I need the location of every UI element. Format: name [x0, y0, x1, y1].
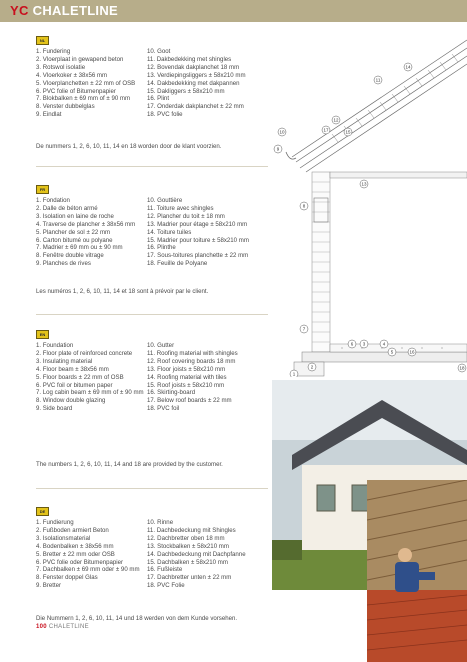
callout-label: 11	[375, 77, 381, 83]
legend-item: 12. Dachbretter oben 18 mm	[147, 534, 225, 542]
legend-item: 12. Bovendak dakplanchet 18 mm	[147, 63, 240, 71]
legend-item: 3. Insulating material	[36, 357, 93, 365]
legend-item: 8. Venster dubbelglas	[36, 103, 95, 111]
legend-item: 6. PVC foil or bitumen paper	[36, 381, 113, 389]
callout-marker	[300, 325, 308, 333]
legend-item: 8. Fenster doppel Glas	[36, 574, 98, 582]
callout-label: 6	[350, 341, 354, 347]
callout-marker	[374, 76, 382, 84]
legend-item: 14. Roofing material with tiles	[147, 373, 227, 381]
client-note-fr: Les numéros 1, 2, 6, 10, 11, 14 et 18 sont à prévoir par le client.	[36, 288, 209, 295]
callout-label: 17	[323, 127, 329, 133]
legend-item: 16. Plint	[147, 95, 170, 103]
legend-item: 10. Gutter	[147, 342, 175, 349]
callout-label: 16	[409, 349, 415, 355]
flag-de-icon: DE	[36, 507, 49, 516]
callout-marker	[348, 340, 356, 348]
callout-label: 18	[459, 365, 465, 371]
flag-en-icon: EN	[36, 330, 49, 339]
legend-item: 12. Roof covering boards 18 mm	[147, 357, 236, 365]
legend-item: 4. Bodenbalken ± 38x56 mm	[36, 542, 114, 550]
callout-label: 12	[333, 117, 339, 123]
legend-item: 18. Feuille de Polyane	[147, 260, 208, 268]
brand-code: YC	[10, 3, 29, 18]
page-footer	[36, 624, 89, 630]
image-column	[272, 22, 467, 640]
legend-item: 16. Skirting-board	[147, 389, 196, 397]
callout-marker	[458, 364, 466, 372]
callout-label: 14	[405, 64, 411, 70]
callout-label: 2	[310, 364, 314, 370]
legend-item: 2. Vloerplaat in gewapend beton	[36, 55, 124, 63]
legend-item: 17. Dachbretter unten ± 22 mm	[147, 574, 232, 582]
wall-section-drawing	[272, 22, 467, 377]
legend-item: 16. Plinthe	[147, 244, 176, 252]
footer-label: CHALETLINE	[48, 624, 89, 630]
callout-marker	[380, 340, 388, 348]
legend-item: 15. Roof joists ± 58x210 mm	[147, 381, 225, 389]
legend-item: 8. Fenêtre double vitrage	[36, 252, 104, 260]
callout-label: 8	[302, 203, 306, 209]
brand-logo	[10, 3, 118, 18]
legend-item: 1. Fundering	[36, 48, 71, 55]
legend-item: 10. Goot	[147, 48, 171, 55]
client-note-en: The numbers 1, 2, 6, 10, 11, 14 and 18 are provided by the customer.	[36, 461, 223, 468]
legend-item: 4. Floor beam ± 38x56 mm	[36, 365, 109, 373]
legend-item: 14. Toiture tuiles	[147, 228, 192, 236]
legend-item: 3. Isolationsmaterial	[36, 534, 91, 542]
callout-label: 13	[361, 181, 367, 187]
legend-item: 4. Vloerkoker ± 38x56 mm	[36, 71, 108, 79]
legend-item: 14. Dakbedekking met dakpannen	[147, 79, 240, 87]
legend-item: 10. Gouttière	[147, 197, 183, 204]
legend-item: 17. Onderdak dakplanchet ± 22 mm	[147, 103, 244, 111]
legend-item: 7. Madrier ± 69 mm ou ± 90 mm	[36, 244, 123, 252]
callout-marker	[300, 202, 308, 210]
brand-name: CHALETLINE	[32, 3, 119, 18]
flag-nl-icon: NL	[36, 36, 49, 45]
callout-marker	[322, 126, 330, 134]
legend-item: 15. Madrier pour toiture ± 58x210 mm	[147, 236, 249, 244]
legend-item: 2. Dalle de béton armé	[36, 204, 98, 212]
callout-marker	[290, 370, 298, 377]
callout-marker	[388, 348, 396, 356]
legend-item: 18. PVC folie	[147, 111, 183, 119]
legend-item: 11. Toiture avec shingles	[147, 204, 214, 212]
wall-section-diagram	[272, 22, 467, 377]
callout-label: 1	[292, 371, 296, 377]
callout-label: 5	[390, 349, 394, 355]
callout-label: 3	[362, 341, 366, 347]
page-number: 100	[36, 624, 47, 630]
legend-item: 1. Foundation	[36, 342, 74, 349]
flag-fr-icon: FR	[36, 185, 49, 194]
legend-item: 1. Fundierung	[36, 519, 74, 526]
callout-marker	[274, 145, 282, 153]
client-note-de: Die Nummern 1, 2, 6, 10, 11, 14 und 18 werden von dem Kunde vorsehen.	[36, 615, 238, 622]
legend-item: 7. Dachbalken ± 69 mm oder ± 90 mm	[36, 566, 140, 574]
legend-item: 11. Dakbedekking met shingles	[147, 55, 232, 63]
legend-item: 13. Madrier pour étage ± 58x210 mm	[147, 220, 248, 228]
callout-marker	[404, 63, 412, 71]
legend-item: 11. Dachbedeckung mit Shingles	[147, 526, 236, 534]
callout-label: 7	[302, 326, 306, 332]
legend-item: 9. Planches de rives	[36, 260, 91, 268]
callout-marker	[308, 363, 316, 371]
legend-item: 11. Roofing material with shingles	[147, 349, 238, 357]
legend-item: 5. Plancher de sol ± 22 mm	[36, 228, 111, 236]
section-divider	[36, 488, 268, 489]
callout-label: 9	[276, 146, 280, 152]
legend-item: 5. Bretter ± 22 mm oder OSB	[36, 550, 115, 558]
callout-marker	[360, 340, 368, 348]
legend-item: 6. PVC folie oder Bitumenpapier	[36, 558, 124, 566]
legend-item: 7. Log cabin beam ± 69 mm of ± 90 mm	[36, 389, 144, 397]
legend-item: 2. Fußboden armiert Beton	[36, 526, 109, 534]
header-bar	[0, 0, 467, 22]
legend-item: 15. Dakliggers ± 58x210 mm	[147, 87, 225, 95]
legend-item: 5. Vloerplanchetten ± 22 mm of OSB	[36, 79, 136, 87]
legend-item: 6. Carton bitumé ou polyane	[36, 236, 113, 244]
legend-item: 13. Floor joists ± 58x210 mm	[147, 365, 226, 373]
legend-item: 18. PVC Folie	[147, 582, 185, 590]
callout-label: 10	[279, 129, 285, 135]
legend-item: 2. Floor plate of reinforced concrete	[36, 349, 133, 357]
legend-item: 1. Fondation	[36, 197, 70, 204]
section-divider	[36, 166, 268, 167]
legend-item: 17. Sous-toitures planchette ± 22 mm	[147, 252, 249, 260]
legend-item: 5. Floor boards ± 22 mm of OSB	[36, 373, 124, 381]
legend-item: 4. Traverse de plancher ± 38x56 mm	[36, 220, 136, 228]
callout-marker	[332, 116, 340, 124]
legend-item: 18. PVC foil	[147, 405, 180, 413]
roof-construction-illustration	[367, 480, 467, 662]
legend-item: 13. Stockbalken ± 58x210 mm	[147, 542, 229, 550]
callout-marker	[360, 180, 368, 188]
text-column	[0, 22, 272, 640]
callout-marker	[344, 128, 352, 136]
legend-item: 9. Eindlat	[36, 111, 62, 119]
legend-item: 13. Verdiepingsliggers ± 58x210 mm	[147, 71, 246, 79]
callout-label: 4	[382, 341, 386, 347]
callout-label: 15	[345, 129, 351, 135]
legend-item: 17. Below roof boards ± 22 mm	[147, 397, 232, 405]
legend-item: 10. Rinne	[147, 519, 174, 526]
legend-item: 9. Side board	[36, 405, 73, 413]
callout-marker	[278, 128, 286, 136]
legend-item: 3. Rotswol isolatie	[36, 63, 86, 71]
legend-item: 8. Window double glazing	[36, 397, 106, 405]
roof-construction-photo	[367, 480, 467, 662]
legend-item: 6. PVC folie of Bitumenpapier	[36, 87, 116, 95]
legend-item: 3. Isolation en laine de roche	[36, 212, 114, 220]
legend-item: 7. Blokbalken ± 69 mm of ± 90 mm	[36, 95, 131, 103]
client-note-nl: De nummers 1, 2, 6, 10, 11, 14 en 18 worden door de klant voorzien.	[36, 143, 222, 150]
section-divider	[36, 314, 268, 315]
legend-item: 16. Fußleiste	[147, 566, 183, 574]
legend-item: 15. Dachbalken ± 58x210 mm	[147, 558, 228, 566]
legend-item: 9. Bretter	[36, 582, 62, 590]
callout-marker	[408, 348, 416, 356]
legend-item: 12. Plancher du toit ± 18 mm	[147, 212, 225, 220]
legend-item: 14. Dachbedeckung mit Dachpfanne	[147, 550, 246, 558]
